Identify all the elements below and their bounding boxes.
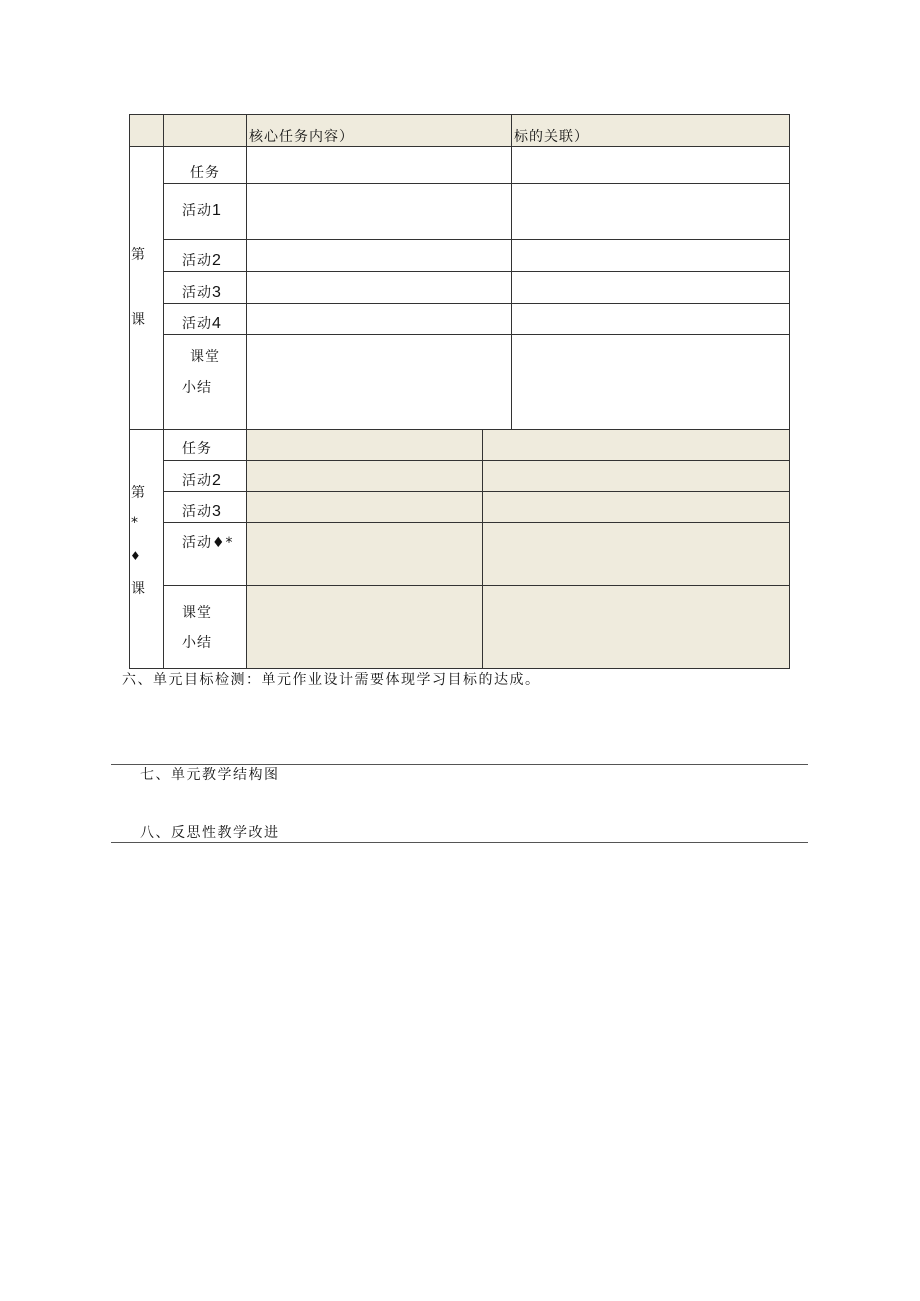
lesson1-act3-relation-cell <box>511 271 790 304</box>
lesson1-summary-relation-cell <box>511 334 790 430</box>
lesson2-label-2: * <box>131 515 139 531</box>
lesson2-label-3: ♦ <box>130 549 142 563</box>
lesson1-act1-label: 活动1 <box>182 202 221 219</box>
lesson1-summary-content-cell <box>246 334 512 430</box>
lesson2-summary-line2: 小结 <box>182 635 212 651</box>
lesson2-summary-content-cell <box>246 585 483 669</box>
lesson2-act2-relation-cell <box>482 460 790 492</box>
lesson2-summary-relation-cell <box>482 585 790 669</box>
lesson1-act2-content-cell <box>246 239 512 272</box>
lesson2-act3-label: 活动3 <box>182 503 221 520</box>
lesson1-act4-content-cell <box>246 303 512 335</box>
divider-line-1 <box>111 764 808 765</box>
lesson1-act2-relation-cell <box>511 239 790 272</box>
header-cell-1 <box>129 114 164 147</box>
lesson2-act2-label: 活动2 <box>182 472 221 489</box>
lesson1-label-top: 第 <box>131 247 146 263</box>
lesson1-task-content-cell <box>246 146 512 184</box>
lesson1-act3-label: 活动3 <box>182 284 221 301</box>
lesson1-summary-line2: 小结 <box>182 380 212 396</box>
lesson2-act4-content-cell <box>246 522 483 586</box>
lesson1-act4-relation-cell <box>511 303 790 335</box>
lesson1-label-cell <box>129 146 164 430</box>
lesson2-task-relation-cell <box>482 429 790 461</box>
header-relation-label: 标的关联） <box>514 129 589 145</box>
lesson2-task-label: 任务 <box>182 441 212 457</box>
lesson2-act4-label-cell <box>163 522 247 586</box>
section-eight-heading: 八、反思性教学改进 <box>140 825 280 841</box>
section-seven-heading: 七、单元教学结构图 <box>140 767 280 783</box>
lesson2-label-1: 第 <box>131 485 146 501</box>
section-six-heading: 六、单元目标检测：单元作业设计需要体现学习目标的达成。 <box>122 672 541 688</box>
lesson1-act1-content-cell <box>246 183 512 240</box>
lesson1-task-label: 任务 <box>190 165 220 181</box>
lesson2-act2-content-cell <box>246 460 483 492</box>
lesson1-act2-label: 活动2 <box>182 252 221 269</box>
header-content-label: 核心任务内容） <box>249 129 354 145</box>
divider-line-2 <box>111 842 808 843</box>
lesson2-task-content-cell <box>246 429 483 461</box>
lesson1-act4-label: 活动4 <box>182 315 221 332</box>
header-cell-2 <box>163 114 247 147</box>
lesson1-act1-relation-cell <box>511 183 790 240</box>
lesson2-act4-label: 活动♦* <box>182 535 234 551</box>
lesson2-act4-relation-cell <box>482 522 790 586</box>
lesson1-summary-line1: 课堂 <box>190 349 220 365</box>
lesson1-label-bottom: 课 <box>131 312 146 328</box>
lesson1-act3-content-cell <box>246 271 512 304</box>
lesson2-act3-content-cell <box>246 491 483 523</box>
lesson2-summary-label-cell <box>163 585 247 669</box>
lesson2-label-4: 课 <box>131 581 146 597</box>
lesson1-task-relation-cell <box>511 146 790 184</box>
lesson2-summary-line1: 课堂 <box>182 605 212 621</box>
lesson2-act3-relation-cell <box>482 491 790 523</box>
